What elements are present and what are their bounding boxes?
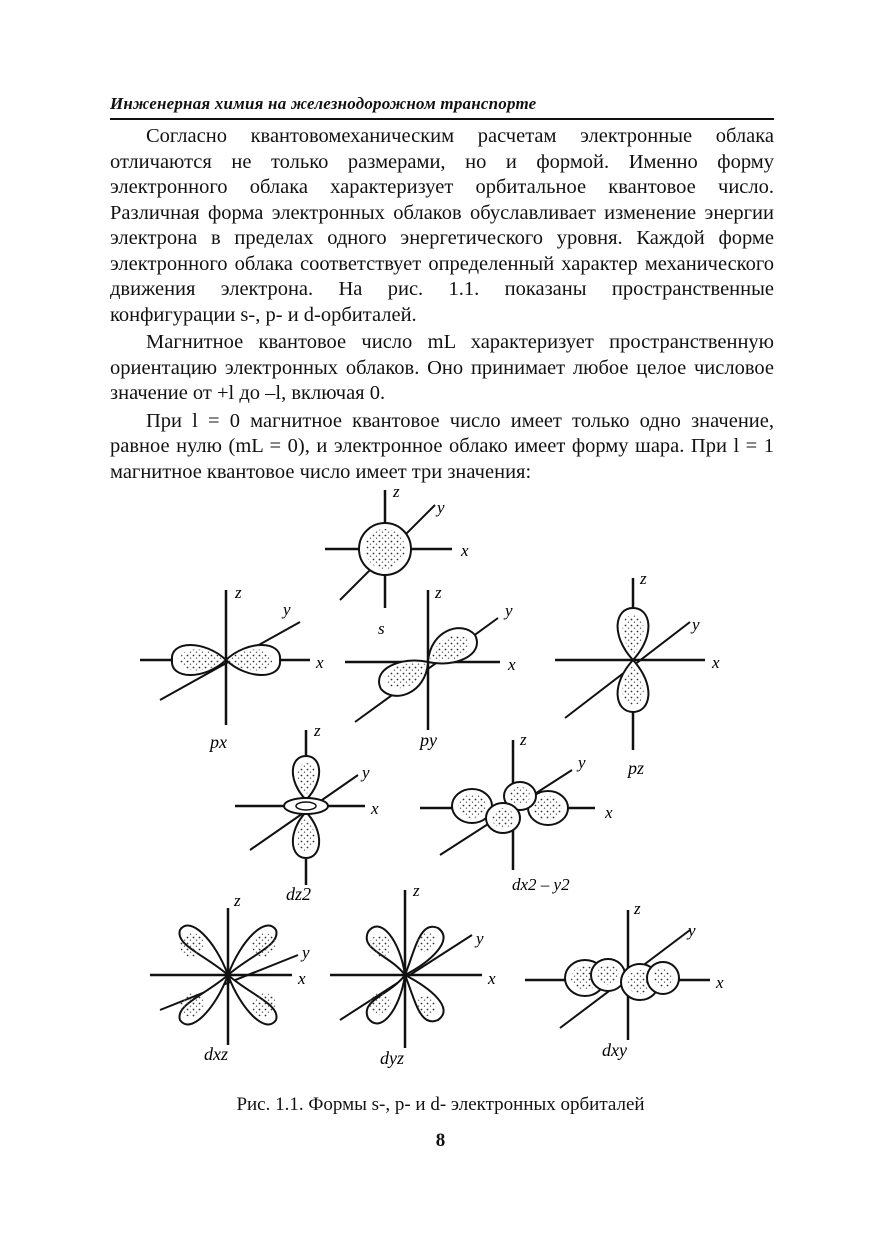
svg-text:x: x [488,969,496,988]
svg-text:z: z [234,891,241,910]
page-number: 8 [435,1130,446,1151]
svg-text:y: y [362,763,370,782]
svg-text:y: y [476,929,484,948]
axis-label-x: x [461,541,469,560]
header-rule [110,118,774,120]
dx2-y2-orbital [420,730,613,894]
label-px: px [210,732,227,752]
py-orbital [345,583,516,750]
dyz-orbital [330,881,496,1068]
dz2-orbital [235,721,379,904]
label-dyz: dyz [380,1048,404,1068]
svg-text:y: y [302,943,310,962]
svg-text:z: z [520,730,527,749]
running-head: Инженерная химия на железнодорожном транспорте [110,94,537,113]
svg-text:z: z [435,583,442,602]
paragraph-3: При l = 0 магнитное квантовое число имеет только одно значение, равное нулю (mL = 0), и электронное облако имеет форму шара. При l = 1 магнитное квантовое число имеет три значения: [110,409,774,483]
svg-text:y: y [688,921,696,940]
figure-caption: Рис. 1.1. Формы s-, p- и d- электронных орбиталей [236,1094,645,1115]
dxy-orbital [525,899,724,1060]
pz-orbital [555,569,720,778]
label-pz: pz [628,758,645,778]
axis-label-y: y [437,498,445,517]
svg-text:y: y [578,753,586,772]
paragraph-1: Согласно квантовомеханическим расчетам электронные облака отличаются не только размерами, но и формой. Именно форму электронного облака характеризует орбитальное квантовое число. Различная форма электронных облаков обуславливает изменение энергии электрона в пределах одного энергетического уровня. Каждой форме электронного облака соответствует определенный характер механического движения электрона. На рис. 1.1. показаны пространственные конфигурации s-, p- и d-орбиталей. [110,125,774,326]
px-orbital [140,583,324,752]
label-s: s [378,619,385,638]
svg-text:x: x [605,803,613,822]
svg-text:z: z [413,881,420,900]
svg-text:z: z [640,569,647,588]
svg-text:z: z [634,899,641,918]
label-dz2: dz2 [286,884,312,904]
paragraph-2: Магнитное квантовое число mL характеризует пространственную ориентацию электронных облаков. Оно принимает любое целое числовое значение от +l до –l, включая 0. [110,331,774,404]
dxz-orbital [150,891,310,1064]
svg-text:x: x [316,653,324,672]
svg-text:z: z [235,583,242,602]
body-text [110,124,774,487]
svg-text:y: y [692,615,700,634]
s-orbital [325,482,469,638]
svg-text:x: x [371,799,379,818]
svg-text:y: y [505,601,513,620]
label-py: py [420,730,437,750]
orbitals-figure [0,480,881,1100]
label-dxy: dxy [602,1040,627,1060]
svg-text:x: x [298,969,306,988]
svg-text:x: x [712,653,720,672]
svg-text:y: y [283,600,291,619]
svg-text:x: x [716,973,724,992]
svg-text:x: x [508,655,516,674]
axis-label-z: z [393,482,400,501]
svg-text:z: z [314,721,321,740]
label-dxz: dxz [204,1044,228,1064]
label-dx2-y2: dx2 – y2 [512,875,570,894]
